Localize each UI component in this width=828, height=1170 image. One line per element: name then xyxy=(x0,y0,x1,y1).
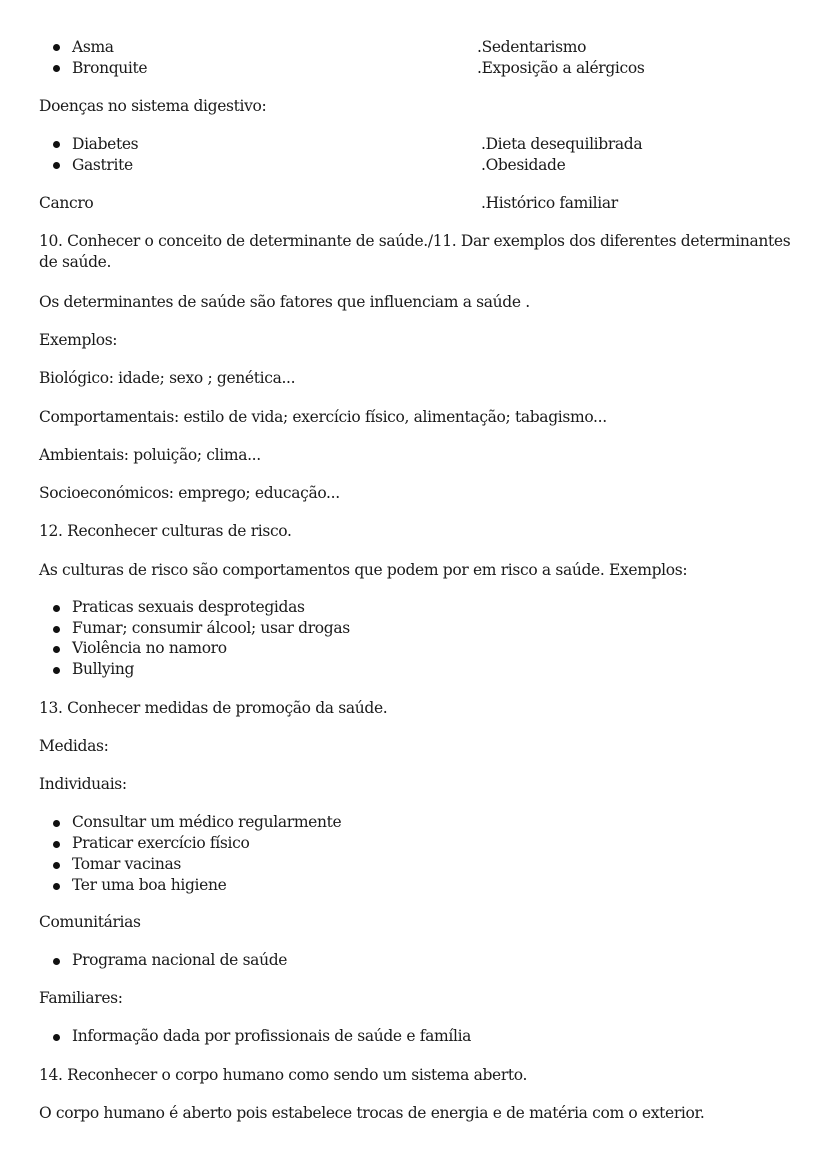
risk-factor: .Exposição a alérgicos xyxy=(477,59,645,77)
list-item-disease: Bronquite xyxy=(72,59,148,77)
definition-text: As culturas de risco são comportamentos que podem por em risco a saúde. Exemplos: xyxy=(39,561,688,579)
example-item: Biológico: idade; sexo ; genética... xyxy=(39,369,296,387)
section-heading: 14. Reconhecer o corpo humano como sendo um sistema aberto. xyxy=(39,1066,528,1084)
list-item: Praticar exercício físico xyxy=(72,834,250,852)
list-item-disease: Asma xyxy=(72,38,114,56)
digestive-heading: Doenças no sistema digestivo: xyxy=(39,97,267,115)
bullet-icon xyxy=(53,626,60,633)
bullet-icon xyxy=(53,883,60,890)
bullet-icon xyxy=(53,820,60,827)
list-item-disease: Gastrite xyxy=(72,156,133,174)
bullet-icon xyxy=(53,1034,60,1041)
bullet-icon xyxy=(53,162,60,169)
list-item: Fumar; consumir álcool; usar drogas xyxy=(72,619,350,637)
risk-factor: .Histórico familiar xyxy=(481,194,618,212)
bullet-icon xyxy=(53,841,60,848)
measures-label: Medidas: xyxy=(39,737,109,755)
section-heading: 12. Reconhecer culturas de risco. xyxy=(39,522,292,540)
list-item: Bullying xyxy=(72,660,135,678)
section-heading: 10. Conhecer o conceito de determinante de saúde./11. Dar exemplos dos diferentes determinantes de saúde. xyxy=(39,232,791,271)
risk-factor: .Obesidade xyxy=(481,156,566,174)
list-item: Praticas sexuais desprotegidas xyxy=(72,598,305,616)
community-label: Comunitárias xyxy=(39,913,141,931)
definition-text: Os determinantes de saúde são fatores que influenciam a saúde . xyxy=(39,293,530,311)
list-item: Tomar vacinas xyxy=(72,855,182,873)
bullet-icon xyxy=(53,862,60,869)
bullet-icon xyxy=(53,667,60,674)
section-heading: 13. Conhecer medidas de promoção da saúde. xyxy=(39,699,388,717)
list-item: Violência no namoro xyxy=(72,639,227,657)
example-item: Comportamentais: estilo de vida; exercício físico, alimentação; tabagismo... xyxy=(39,408,607,426)
bullet-icon xyxy=(53,141,60,148)
example-item: Socioeconómicos: emprego; educação... xyxy=(39,484,340,502)
bullet-icon xyxy=(53,65,60,72)
individual-label: Individuais: xyxy=(39,775,127,793)
bullet-icon xyxy=(53,44,60,51)
risk-factor: .Sedentarismo xyxy=(477,38,587,56)
bullet-icon xyxy=(53,958,60,965)
examples-label: Exemplos: xyxy=(39,331,118,349)
bullet-icon xyxy=(53,646,60,653)
family-label: Familiares: xyxy=(39,989,123,1007)
example-item: Ambientais: poluição; clima... xyxy=(39,446,261,464)
list-item-disease: Diabetes xyxy=(72,135,139,153)
list-item: Programa nacional de saúde xyxy=(72,951,288,969)
risk-factor: .Dieta desequilibrada xyxy=(481,135,643,153)
bullet-icon xyxy=(53,605,60,612)
list-item: Consultar um médico regularmente xyxy=(72,813,342,831)
list-item: Informação dada por profissionais de saúde e família xyxy=(72,1027,472,1045)
body-text: O corpo humano é aberto pois estabelece trocas de energia e de matéria com o exterior. xyxy=(39,1104,705,1122)
cancer-label: Cancro xyxy=(39,194,94,212)
list-item: Ter uma boa higiene xyxy=(72,876,227,894)
